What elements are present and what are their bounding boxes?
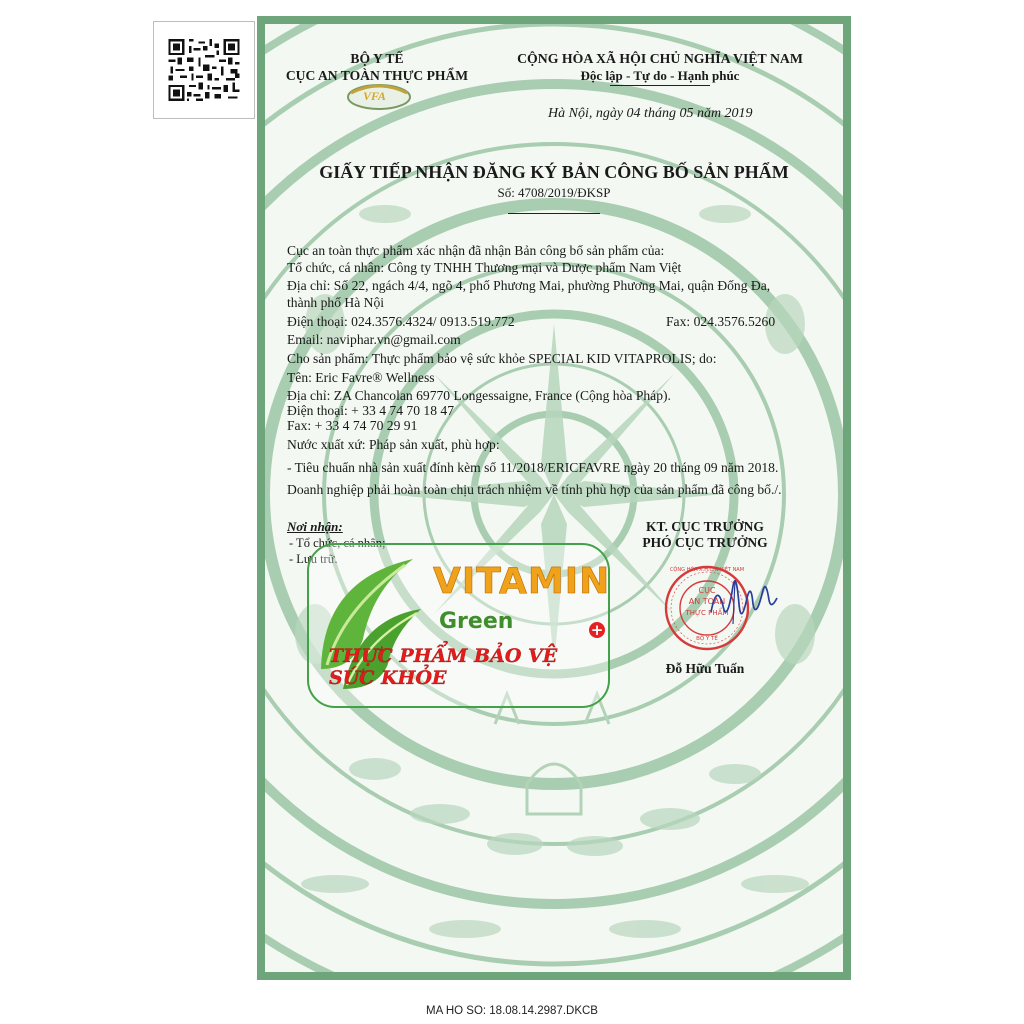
stamp-text: AN TOÀN xyxy=(688,597,726,606)
body-line: Tổ chức, cá nhân: Công ty TNHH Thương mại và Dược phẩm Nam Việt xyxy=(287,260,682,275)
red-cross-icon: + xyxy=(590,621,604,639)
stamp-ring-text: BỘ Y TẾ xyxy=(696,636,718,642)
signatory-title-2: PHÓ CỤC TRƯỞNG xyxy=(642,535,768,550)
company-phone: Điện thoại: 024.3576.4324/ 0913.519.772 xyxy=(287,314,515,329)
badge-tagline: THỰC PHẨM BẢO VỆ SỨC KHỎE xyxy=(329,645,558,689)
recipient-item: - Lưu trữ. xyxy=(289,552,338,566)
national-motto: Độc lập - Tự do - Hạnh phúc xyxy=(580,68,740,83)
stamp-text: CỤC xyxy=(698,586,716,595)
maker-address: Địa chỉ: ZA Chancolan 69770 Longessaigne, France (Cộng hòa Pháp). xyxy=(287,388,671,403)
standard-line: - Tiêu chuẩn nhà sản xuất đính kèm số 11/2018/ERICFAVRE ngày 20 tháng 09 năm 2018. xyxy=(287,460,779,475)
stamp-ring-text: CỘNG HÒA X.H.C.N VIỆT NAM xyxy=(669,567,745,573)
body-line: thành phố Hà Nội xyxy=(287,295,385,310)
qr-code-box xyxy=(153,21,255,119)
ministry-name: BỘ Y TẾ xyxy=(350,51,404,66)
badge-title: VITAMIN xyxy=(433,561,611,602)
badge-subtitle: Green xyxy=(439,609,514,634)
company-fax: Fax: 024.3576.5260 xyxy=(666,314,776,329)
place-and-date: Hà Nội, ngày 04 tháng 05 năm 2019 xyxy=(548,106,753,121)
recipient-item: - Tổ chức, cá nhân; xyxy=(289,536,386,550)
maker-fax: Fax: + 33 4 74 70 29 91 xyxy=(287,418,418,433)
document-number: Số: 4708/2019/ĐKSP xyxy=(497,185,611,200)
body-line: Địa chỉ: Số 22, ngách 4/4, ngõ 4, phố Phương Mai, phường Phương Mai, quận Đống Đa, xyxy=(287,278,771,293)
vitamin-green-watermark xyxy=(307,543,610,708)
origin-line: Nước xuất xứ: Pháp sản xuất, phù hợp: xyxy=(287,437,500,452)
document-title: GIẤY TIẾP NHẬN ĐĂNG KÝ BẢN CÔNG BỐ SẢN PHẨM xyxy=(319,162,789,182)
motto-underline xyxy=(610,85,710,86)
title-underline xyxy=(508,213,600,214)
signer-name: Đỗ Hữu Tuấn xyxy=(665,661,745,676)
signatory-title-1: KT. CỤC TRƯỞNG xyxy=(646,519,764,534)
maker-name: Tên: Eric Favre® Wellness xyxy=(287,370,435,385)
responsibility-line: Doanh nghiệp phải hoàn toàn chịu trách nhiệm về tính phù hợp của sản phẩm đã công bố./. xyxy=(287,482,782,497)
dossier-code: MA HO SO: 18.08.14.2987.DKCB xyxy=(426,1005,598,1017)
signature-icon xyxy=(705,572,781,632)
certificate-frame xyxy=(257,16,851,980)
country-name: CỘNG HÒA XÃ HỘI CHỦ NGHĨA VIỆT NAM xyxy=(517,51,803,66)
qr-code-icon xyxy=(168,39,240,101)
certificate-paper xyxy=(265,24,843,972)
company-email: Email: naviphar.vn@gmail.com xyxy=(287,332,461,347)
maker-phone: Điện thoại: + 33 4 74 70 18 47 xyxy=(287,403,455,418)
body-line: Cục an toàn thực phẩm xác nhận đã nhận Bản công bố sản phẩm của: xyxy=(287,243,665,258)
product-line: Cho sản phẩm: Thực phẩm bảo vệ sức khỏe SPECIAL KID VITAPROLIS; do: xyxy=(287,351,717,366)
vfa-logo-text: VFA xyxy=(363,89,386,103)
stamp-text: THỰC PHẨM xyxy=(685,609,729,617)
recipients-heading: Nơi nhận: xyxy=(287,519,343,534)
agency-name: CỤC AN TOÀN THỰC PHẨM xyxy=(285,68,469,83)
